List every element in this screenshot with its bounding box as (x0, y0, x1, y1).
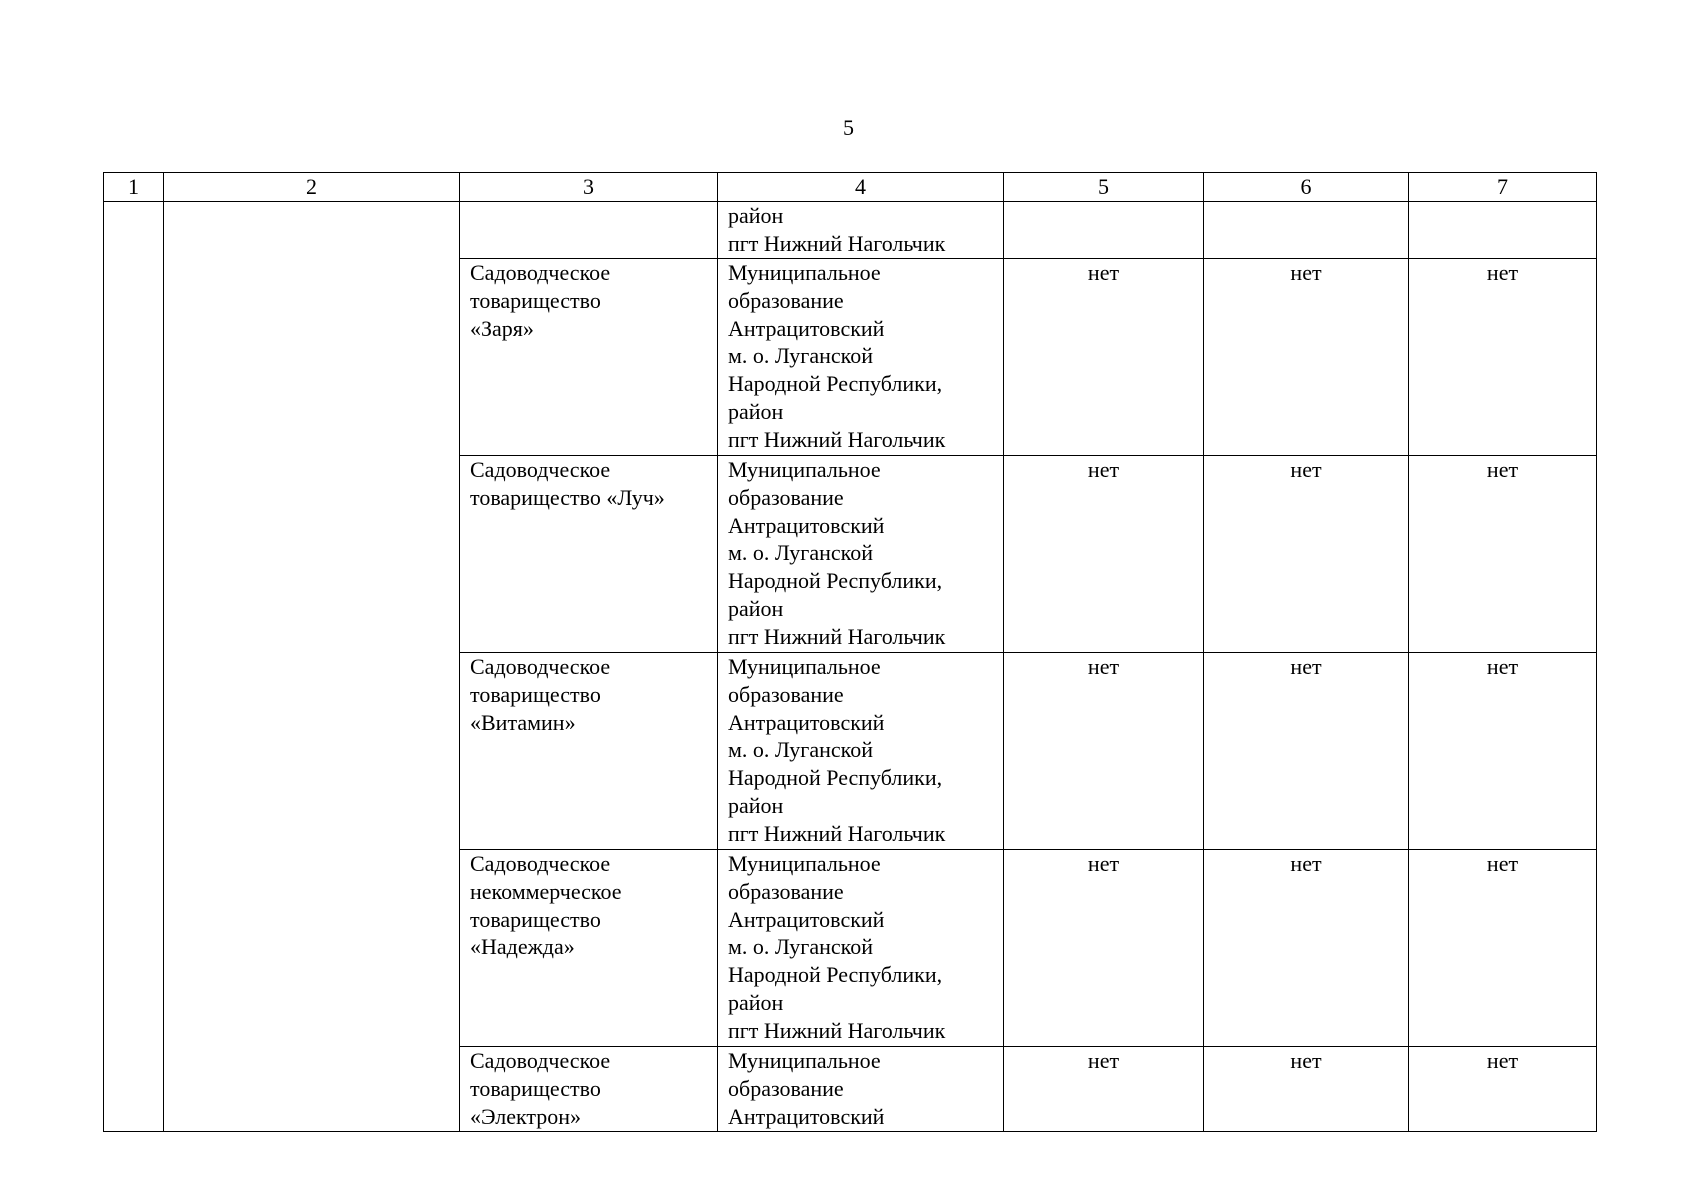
cell-col-6 (1204, 1047, 1409, 1132)
cell-organization (460, 456, 718, 653)
cell-organization (460, 850, 718, 1047)
cell-col-2-merged (164, 202, 460, 1132)
value-text: нет (1486, 654, 1519, 679)
location-text: Муниципальное образование Антрацитовский м. о. Луганской Народной Республики, район пгт Нижний Нагольчик (728, 260, 946, 452)
cell-col-7 (1409, 202, 1597, 259)
organization-text: Садоводческое товарищество «Электрон» (470, 1048, 611, 1129)
value-text: нет (1486, 1048, 1519, 1073)
cell-location (718, 202, 1004, 259)
value-text: нет (1290, 851, 1322, 876)
cell-col-6 (1204, 653, 1409, 850)
value-text: нет (1290, 654, 1322, 679)
cell-col-5 (1004, 456, 1204, 653)
header-col-3: 3 (460, 173, 718, 202)
header-col-7: 7 (1409, 173, 1597, 202)
cell-col-5 (1004, 850, 1204, 1047)
header-col-1: 1 (104, 173, 164, 202)
location-text: Муниципальное образование Антрацитовский м. о. Луганской Народной Республики, район пгт Нижний Нагольчик (728, 654, 946, 846)
data-table (103, 172, 1597, 1132)
header-col-5: 5 (1004, 173, 1204, 202)
cell-location (718, 850, 1004, 1047)
cell-col-6 (1204, 850, 1409, 1047)
value-text: нет (1290, 1048, 1322, 1073)
value-text: нет (1087, 457, 1120, 482)
header-col-2: 2 (164, 173, 460, 202)
table-header-row (104, 173, 1597, 202)
cell-col-7 (1409, 456, 1597, 653)
cell-col-5 (1004, 259, 1204, 456)
value-text: нет (1087, 654, 1120, 679)
organization-text: Садоводческое товарищество «Луч» (470, 457, 665, 510)
cell-location (718, 1047, 1004, 1132)
cell-col-6 (1204, 259, 1409, 456)
cell-col-5 (1004, 653, 1204, 850)
cell-organization (460, 653, 718, 850)
cell-col-7 (1409, 259, 1597, 456)
value-text: нет (1486, 260, 1519, 285)
value-text: нет (1486, 851, 1519, 876)
location-text: Муниципальное образование Антрацитовский (728, 1048, 885, 1129)
cell-col-6 (1204, 202, 1409, 259)
page-number: 5 (843, 115, 854, 140)
cell-col-5 (1004, 1047, 1204, 1132)
cell-col-7 (1409, 850, 1597, 1047)
header-col-6: 6 (1204, 173, 1409, 202)
cell-col-1-merged (104, 202, 164, 1132)
cell-col-6 (1204, 456, 1409, 653)
location-text: Муниципальное образование Антрацитовский м. о. Луганской Народной Республики, район пгт Нижний Нагольчик (728, 457, 946, 649)
value-text: нет (1290, 260, 1322, 285)
cell-col-5 (1004, 202, 1204, 259)
cell-col-7 (1409, 1047, 1597, 1132)
header-col-4: 4 (718, 173, 1004, 202)
cell-col-7 (1409, 653, 1597, 850)
organization-text: Садоводческое товарищество «Заря» (470, 260, 611, 341)
organization-text: Садоводческое некоммерческое товарищество «Надежда» (470, 851, 622, 960)
value-text: нет (1290, 457, 1322, 482)
cell-location (718, 456, 1004, 653)
cell-organization (460, 259, 718, 456)
cell-location (718, 653, 1004, 850)
location-text: район пгт Нижний Нагольчик (728, 203, 946, 256)
location-text: Муниципальное образование Антрацитовский м. о. Луганской Народной Республики, район пгт Нижний Нагольчик (728, 851, 946, 1043)
value-text: нет (1087, 1048, 1120, 1073)
value-text: нет (1087, 851, 1120, 876)
cell-location (718, 259, 1004, 456)
cell-organization (460, 202, 718, 259)
organization-text: Садоводческое товарищество «Витамин» (470, 654, 611, 735)
value-text: нет (1087, 260, 1120, 285)
table-row (104, 202, 1597, 259)
cell-organization (460, 1047, 718, 1132)
value-text: нет (1486, 457, 1519, 482)
